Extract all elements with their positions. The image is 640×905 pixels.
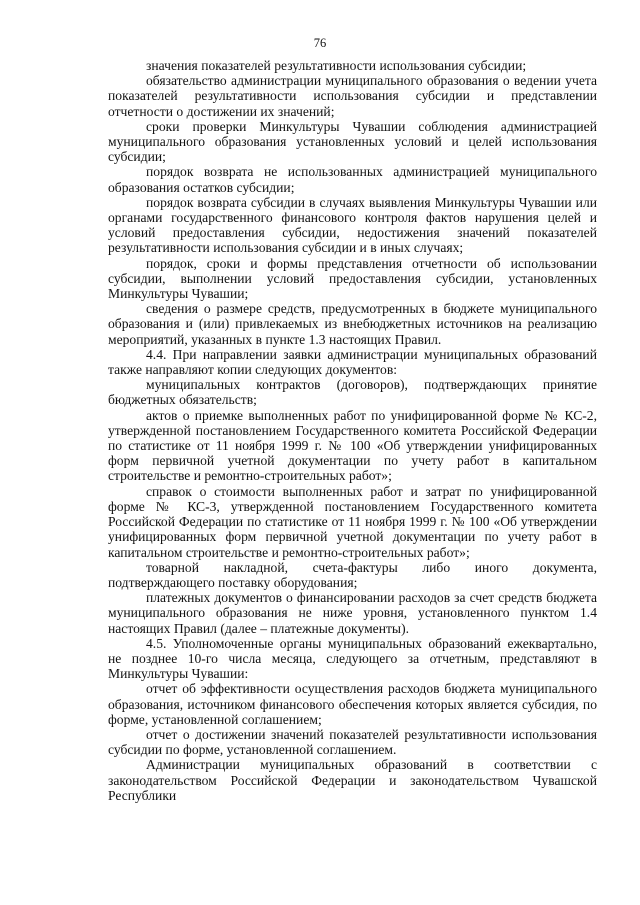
document-body bbox=[108, 58, 597, 803]
paragraph: платежных документов о финансировании расходов за счет средств бюджета муниципального образования не ниже уровня, установленного пунктом 1.4 настоящих Правил (далее – платежные документы). bbox=[108, 590, 597, 636]
paragraph: товарной накладной, счета-фактуры либо иного документа, подтверждающего поставку оборудования; bbox=[108, 559, 597, 590]
paragraph: муниципальных контрактов (договоров), подтверждающих принятие бюджетных обязательств; bbox=[108, 377, 597, 408]
paragraph: порядок, сроки и формы представления отчетности об использовании субсидии, выполнении условий предоставления субсидии, установленных Минкультуры Чувашии; bbox=[108, 255, 597, 302]
paragraph: значения показателей результативности использования субсидии; bbox=[146, 58, 527, 73]
paragraph: порядок возврата не использованных администрацией муниципального образования остатков субсидии; bbox=[108, 164, 597, 195]
paragraph: сроки проверки Минкультуры Чувашии соблюдения администрацией муниципального образования установленных условий и целей использования субсидии; bbox=[108, 118, 597, 165]
paragraph: порядок возврата субсидии в случаях выявления Минкультуры Чувашии или органами государственного финансового контроля фактов нарушения целей и условий предоставления субсидии, недостижения значений показателей результативности использования субсидии и в иных случаях; bbox=[108, 194, 597, 256]
paragraph: 4.5. Уполномоченные органы муниципальных образований ежеквартально, не позднее 10-го числа месяца, следующего за отчетным, представляют в Минкультуры Чувашии: bbox=[108, 635, 597, 682]
paragraph: Администрации муниципальных образований в соответствии с законодательством Российской Федерации и законодательством Чувашской Республики bbox=[108, 757, 597, 803]
paragraph: 4.4. При направлении заявки администрации муниципальных образований также направляют копии следующих документов: bbox=[108, 346, 597, 378]
paragraph: сведения о размере средств, предусмотренных в бюджете муниципального образования и (или) привлекаемых из внебюджетных источников на реализацию мероприятий, указанных в пункте 1.3 настоящих Правил. bbox=[108, 301, 597, 347]
paragraph: отчет о достижении значений показателей результативности использования субсидии по форме, установленной соглашением. bbox=[108, 726, 597, 758]
paragraph: отчет об эффективности осуществления расходов бюджета муниципального образования, источником финансового обеспечения которых является субсидия, по форме, установленной соглашением; bbox=[108, 681, 597, 727]
paragraph: обязательство администрации муниципального образования о ведении учета показателей результативности использования субсидии и представлении отчетности о достижении их значений; bbox=[108, 73, 597, 119]
paragraph: справок о стоимости выполненных работ и затрат по унифицированной форме № КС-3, утвержденной постановлением Государственного комитета Российской Федерации по статистике от 11 ноября 1999 г. № 100 «Об утверждении унифицированных форм первичной учетной документации по учету работ в капитальном строительстве и ремонтно-строительных работ»; bbox=[108, 483, 597, 560]
paragraph: актов о приемке выполненных работ по унифицированной форме № КС-2, утвержденной постановлением Государственного комитета Российской Федерации по статистике от 11 ноября 1999 г. № 100 «Об утверждении унифицированных форм первичной учетной документации по учету работ в капитальном строительстве и ремонтно-строительных работ»; bbox=[108, 407, 597, 484]
page-number: 76 bbox=[313, 36, 327, 50]
